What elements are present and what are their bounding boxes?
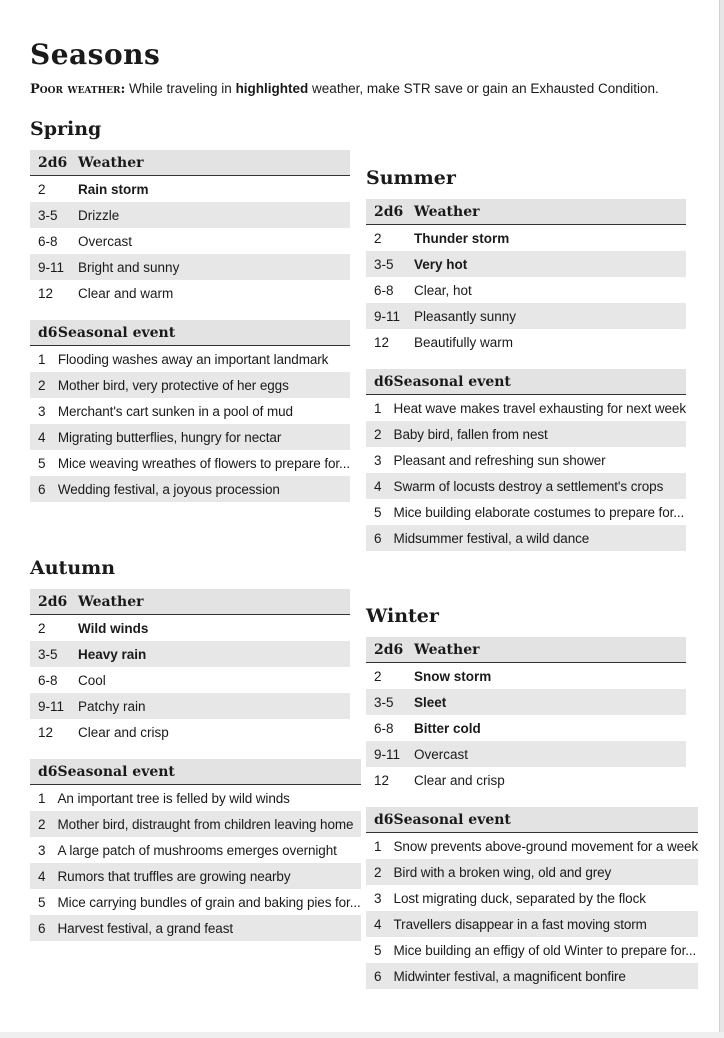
roll-cell: 3: [374, 452, 382, 468]
table-header: [366, 637, 686, 663]
roll-cell: 6: [366, 525, 394, 551]
roll-cell: 3-5: [30, 641, 78, 667]
rule-highlight: highlighted: [235, 81, 309, 96]
table-row: [366, 329, 686, 355]
table-row: [366, 225, 686, 252]
table-row: [366, 447, 686, 473]
event-cell: Mice carrying bundles of grain and baking pies for...: [57, 894, 361, 910]
weather-table: [366, 637, 686, 793]
column-header: Seasonal event: [58, 320, 350, 346]
roll-cell: 4: [30, 424, 58, 450]
roll-cell: 1: [38, 351, 46, 367]
season-heading: Winter: [366, 605, 439, 627]
roll-cell: 2: [374, 668, 382, 684]
table-row: [30, 254, 350, 280]
event-cell: Mice building an effigy of old Winter to prepare for...: [393, 942, 697, 958]
column-header: Weather: [414, 637, 686, 663]
column-header: Seasonal event: [394, 369, 686, 395]
table-row: [30, 889, 361, 915]
table-row: [366, 663, 686, 690]
weather-cell: Overcast: [78, 233, 133, 249]
poor-weather-rule: [30, 80, 659, 99]
roll-cell: 12: [38, 285, 54, 301]
dice-header: 2d6: [30, 589, 78, 615]
roll-cell: 4: [30, 863, 58, 889]
event-cell: Migrating butterflies, hungry for nectar: [58, 424, 350, 450]
event-cell: Mice building elaborate costumes to prepare for...: [393, 504, 685, 520]
table-row: [366, 885, 698, 911]
event-cell: Mother bird, very protective of her eggs: [58, 372, 350, 398]
roll-cell: 2: [30, 372, 58, 398]
event-cell: Swarm of locusts destroy a settlement's crops: [394, 473, 686, 499]
event-cell: Harvest festival, a grand feast: [58, 915, 361, 941]
event-cell: Flooding washes away an important landmark: [57, 351, 329, 367]
roll-cell: 9-11: [30, 693, 78, 719]
table-row: [366, 741, 686, 767]
weather-cell: Drizzle: [78, 202, 350, 228]
table-header: [366, 807, 698, 833]
roll-cell: 6-8: [38, 672, 58, 688]
roll-cell: 4: [366, 473, 394, 499]
table-row: [30, 280, 350, 306]
table-row: [366, 937, 698, 963]
table-row: [30, 346, 350, 373]
weather-cell: Wild winds: [78, 620, 149, 636]
event-table: [366, 807, 698, 989]
weather-cell: Cool: [78, 672, 106, 688]
table-row: [366, 525, 686, 551]
weather-cell: Bright and sunny: [78, 254, 350, 280]
weather-cell: Heavy rain: [78, 641, 350, 667]
table-row: [366, 715, 686, 741]
roll-cell: 12: [38, 724, 54, 740]
table-row: [30, 693, 350, 719]
event-cell: Heat wave makes travel exhausting for next week: [393, 400, 686, 416]
roll-cell: 2: [38, 181, 46, 197]
column-header: Seasonal event: [58, 759, 361, 785]
bottom-strip: [0, 1032, 724, 1038]
weather-cell: Sleet: [414, 689, 686, 715]
roll-cell: 2: [366, 421, 394, 447]
roll-cell: 2: [366, 859, 394, 885]
section-spring: [30, 116, 350, 502]
roll-cell: 1: [374, 838, 382, 854]
table-row: [366, 277, 686, 303]
roll-cell: 6-8: [38, 233, 58, 249]
dice-header: d6: [30, 320, 58, 346]
table-header: [366, 199, 686, 225]
event-cell: Mother bird, distraught from children leaving home: [58, 811, 361, 837]
table-row: [30, 398, 350, 424]
weather-cell: Snow storm: [414, 668, 492, 684]
roll-cell: 3-5: [366, 689, 414, 715]
table-row: [30, 719, 350, 745]
event-cell: Wedding festival, a joyous procession: [58, 476, 350, 502]
column-header: Weather: [414, 199, 686, 225]
table-row: [30, 372, 350, 398]
event-cell: Travellers disappear in a fast moving storm: [394, 911, 699, 937]
dice-header: d6: [30, 759, 58, 785]
roll-cell: 5: [38, 455, 46, 471]
page-edge: [719, 0, 724, 1038]
event-cell: Merchant's cart sunken in a pool of mud: [57, 403, 293, 419]
table-row: [366, 689, 686, 715]
roll-cell: 6: [366, 963, 394, 989]
roll-cell: 5: [374, 942, 382, 958]
weather-cell: Clear and warm: [78, 285, 174, 301]
roll-cell: 9-11: [30, 254, 78, 280]
event-table: [366, 369, 686, 551]
roll-cell: 2: [374, 230, 382, 246]
event-table: [30, 759, 361, 941]
roll-cell: 4: [366, 911, 394, 937]
weather-cell: Thunder storm: [414, 230, 510, 246]
dice-header: 2d6: [30, 150, 78, 176]
table-row: [30, 202, 350, 228]
event-cell: Pleasant and refreshing sun shower: [393, 452, 606, 468]
event-cell: Rumors that truffles are growing nearby: [58, 863, 361, 889]
rule-text-after: weather, make STR save or gain an Exhausted Condition.: [308, 81, 659, 96]
dice-header: 2d6: [366, 637, 414, 663]
weather-cell: Overcast: [414, 741, 686, 767]
event-cell: Bird with a broken wing, old and grey: [394, 859, 699, 885]
roll-cell: 12: [374, 772, 390, 788]
table-row: [366, 421, 686, 447]
roll-cell: 2: [38, 620, 46, 636]
weather-cell: Clear and crisp: [414, 772, 505, 788]
weather-cell: Pleasantly sunny: [414, 303, 686, 329]
event-cell: Midwinter festival, a magnificent bonfire: [394, 963, 699, 989]
weather-cell: Patchy rain: [78, 693, 350, 719]
event-cell: A large patch of mushrooms emerges overnight: [57, 842, 337, 858]
table-row: [30, 424, 350, 450]
roll-cell: 9-11: [366, 741, 414, 767]
dice-header: 2d6: [366, 199, 414, 225]
roll-cell: 3-5: [30, 202, 78, 228]
table-header: [30, 150, 350, 176]
table-row: [366, 473, 686, 499]
season-heading: Summer: [366, 167, 456, 189]
event-cell: Midsummer festival, a wild dance: [394, 525, 686, 551]
table-row: [30, 785, 361, 812]
page-title: Seasons: [30, 38, 161, 71]
table-row: [366, 303, 686, 329]
section-winter: [366, 603, 699, 989]
roll-cell: 6-8: [374, 720, 394, 736]
table-row: [30, 176, 350, 203]
roll-cell: 5: [374, 504, 382, 520]
dice-header: d6: [366, 807, 394, 833]
column-header: Seasonal event: [394, 807, 699, 833]
roll-cell: 3: [38, 842, 46, 858]
season-heading: Spring: [30, 118, 102, 140]
column-header: Weather: [78, 150, 350, 176]
table-row: [30, 476, 350, 502]
weather-cell: Clear and crisp: [78, 724, 169, 740]
section-autumn: [30, 555, 361, 941]
weather-cell: Beautifully warm: [414, 334, 514, 350]
event-cell: Lost migrating duck, separated by the flock: [393, 890, 646, 906]
season-heading: Autumn: [30, 557, 116, 579]
section-summer: [366, 165, 686, 551]
weather-cell: Bitter cold: [414, 720, 481, 736]
weather-table: [30, 150, 350, 306]
table-row: [366, 911, 698, 937]
weather-cell: Rain storm: [78, 181, 149, 197]
event-table: [30, 320, 350, 502]
roll-cell: 12: [374, 334, 390, 350]
table-row: [366, 395, 686, 422]
column-header: Weather: [78, 589, 350, 615]
table-header: [30, 759, 361, 785]
roll-cell: 2: [30, 811, 58, 837]
table-row: [366, 833, 698, 860]
roll-cell: 5: [38, 894, 46, 910]
weather-cell: Very hot: [414, 251, 686, 277]
table-header: [30, 589, 350, 615]
event-cell: Baby bird, fallen from nest: [394, 421, 686, 447]
table-row: [30, 811, 361, 837]
event-cell: Mice weaving wreathes of flowers to prepare for...: [57, 455, 350, 471]
rule-lead: Poor weather:: [30, 82, 126, 97]
table-row: [30, 863, 361, 889]
table-row: [366, 859, 698, 885]
weather-cell: Clear, hot: [414, 282, 472, 298]
weather-table: [366, 199, 686, 355]
rule-text-before: While traveling in: [125, 81, 236, 96]
table-row: [366, 251, 686, 277]
roll-cell: 3: [374, 890, 382, 906]
table-row: [30, 450, 350, 476]
table-header: [30, 320, 350, 346]
table-row: [30, 228, 350, 254]
roll-cell: 3-5: [366, 251, 414, 277]
roll-cell: 1: [38, 790, 46, 806]
table-row: [30, 667, 350, 693]
roll-cell: 6: [30, 476, 58, 502]
roll-cell: 3: [38, 403, 46, 419]
roll-cell: 1: [374, 400, 382, 416]
roll-cell: 6: [30, 915, 58, 941]
event-cell: Snow prevents above-ground movement for a week: [393, 838, 699, 854]
table-row: [366, 499, 686, 525]
roll-cell: 9-11: [366, 303, 414, 329]
weather-table: [30, 589, 350, 745]
table-header: [366, 369, 686, 395]
event-cell: An important tree is felled by wild winds: [57, 790, 290, 806]
table-row: [30, 615, 350, 642]
table-row: [30, 641, 350, 667]
roll-cell: 6-8: [374, 282, 394, 298]
table-row: [366, 963, 698, 989]
table-row: [30, 837, 361, 863]
table-row: [366, 767, 686, 793]
table-row: [30, 915, 361, 941]
dice-header: d6: [366, 369, 394, 395]
